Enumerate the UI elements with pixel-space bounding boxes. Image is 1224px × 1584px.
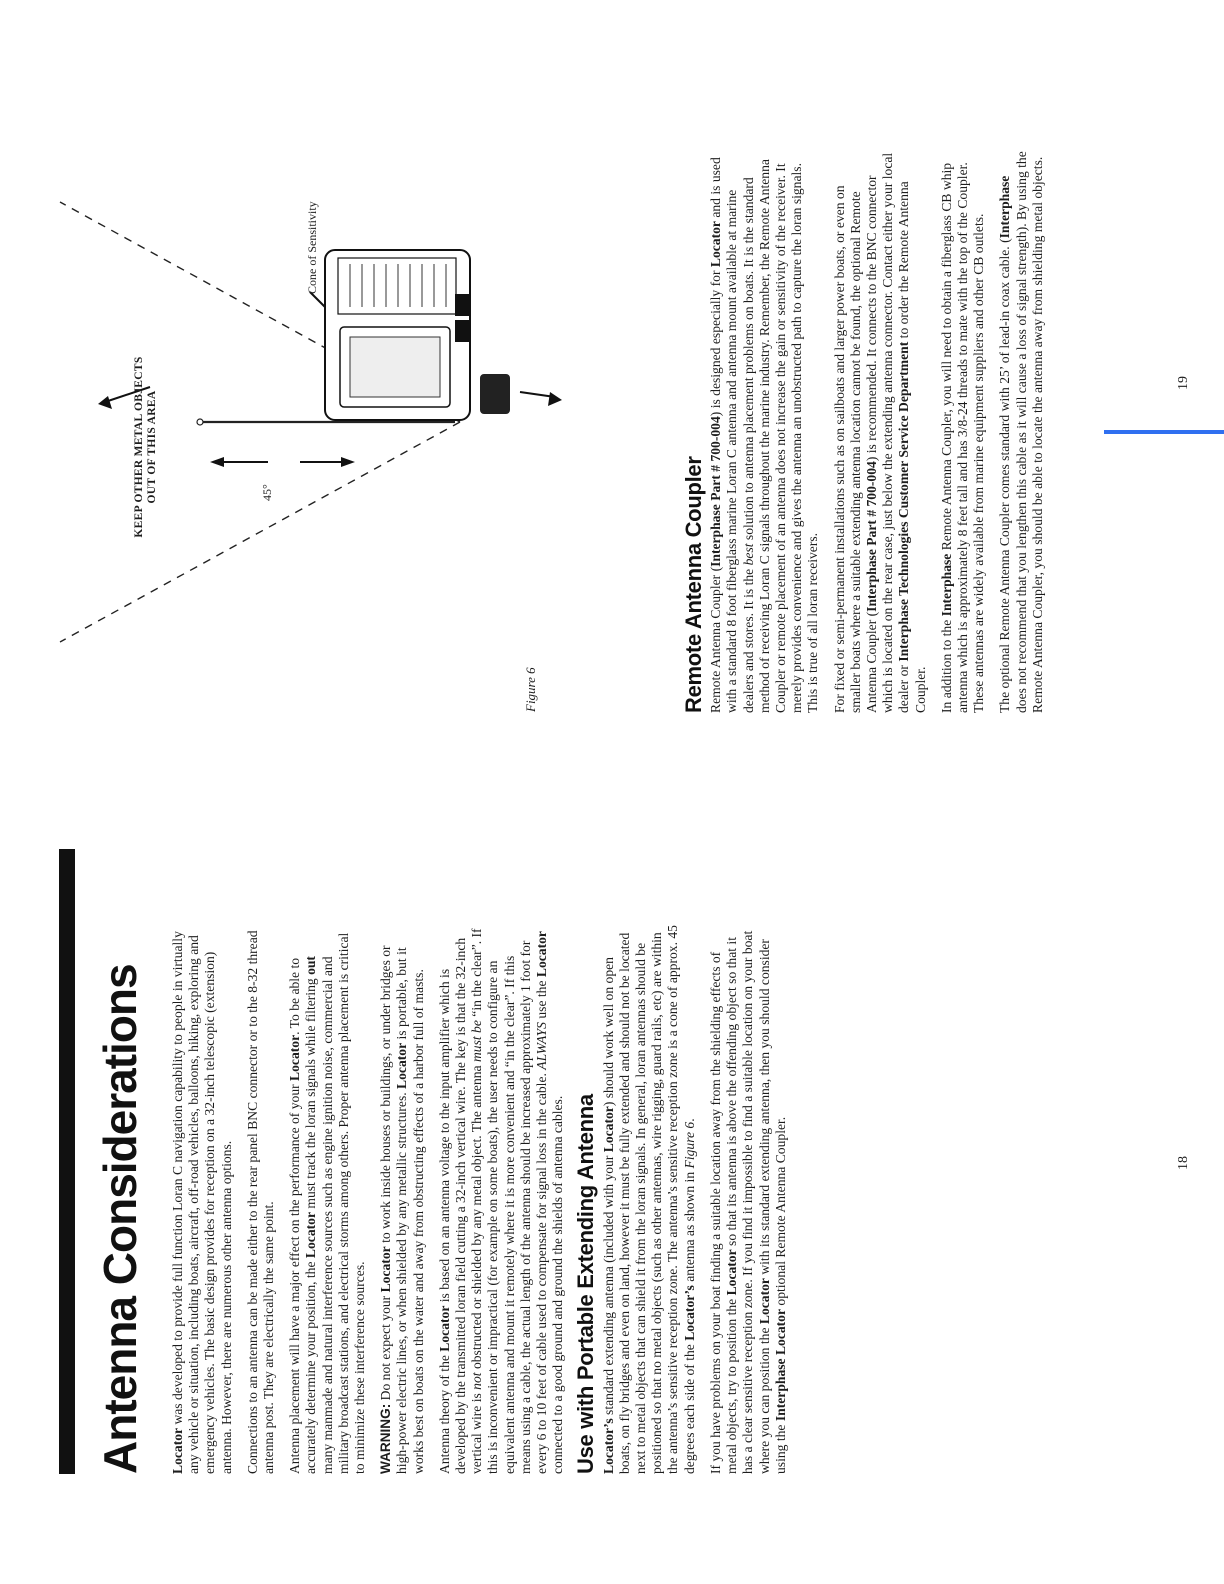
blue-margin-rule (1104, 430, 1224, 434)
right-column (674, 148, 1056, 713)
keep-arrowhead-left-icon (98, 396, 112, 409)
paragraph-intro: Locator was developed to provide full function Loran C navigation capability to people in virtually any vehicle or situation, including boats, aircraft, off-road vehicles, balloons, hiking, exploring and emergency vehicles. The basic design provides for reception on a 32-inch telescopic (extension) antenna. However, there are numerous other antenna options. (170, 931, 234, 1474)
antenna-tip (197, 419, 203, 425)
antenna-cone-diagram (0, 0, 660, 792)
section-bar (59, 849, 75, 1474)
page-number-left: 18 (1176, 1156, 1191, 1170)
page-title: Antenna Considerations (94, 964, 146, 1474)
warning-label: WARNING: (378, 1403, 394, 1474)
paragraph-connections: Connections to an antenna can be made either to the rear panel BNC connector or to the 8-32 thread antenna post. They are electrically the same point. (244, 930, 277, 1474)
arrowhead-up-icon (210, 457, 224, 467)
paragraph-cb-whip: In addition to the Interphase Remote Antenna Coupler, you will need to obtain a fiberglass CB whip antenna which is approximately 8 feet tall and has 3/8-24 threads to mate with the top of the Coupler. These antennas are widely available from marine equipment suppliers and other CB outlets. (938, 162, 987, 713)
angle-label: 45° (260, 484, 274, 501)
paragraph-placement: Antenna placement will have a major effect on the performance of your Locator. To be able to accurately determine your position, the Locator must track the loran signals while filtering out many manmade and natural interference sources such as engine ignition noise, commercial and military broadcast stations, and electrical storms among others. Proper antenna placement is critical to minimize these interference sources. (287, 932, 368, 1474)
paragraph-portable-antenna: Locator’s standard extending antenna (included with your Locator) should work well on open boats, on fly bridges and even on land, however it must be fully extended and should not be located next to metal objects that can shield it from the loran signals. In general, loran antennas should be positioned so that no metal objects (such as other antennas, wire rigging, guard rails, etc) are within the antenna’s sensitive reception zone. The antenna’s sensitive reception zone is a cone of approx. 45 degrees each side of the Locator’s antenna as shown in Figure 6. (600, 925, 697, 1474)
paragraph-fixed-installations: For fixed or semi-permanent installations such as on sailboats and larger power boats, or even on smaller boats where a suitable extending antenna location cannot be found, the optional Remote Antenna Coupler (Interphase Part # 700-004) is recommended. It connects to the BNC connector which is located on the rear case, just below the extending antenna connector. Contact either your local dealer or Interphase Technologies Customer Service Department to order the Remote Antenna Coupler. (831, 152, 928, 713)
paragraph-coupler-intro: Remote Antenna Coupler (Interphase Part # 700-004) is designed especially for Locator and is used with a standard 8 foot fiberglass marine Loran C antenna and antenna mount available at marine dealers and stores. It is the best solution to antenna placement problems on boats. It is the standard method of receiving Loran C signals throughout the marine industry. Remember, the Remote Antenna Coupler or remote placement of an antenna does not increase the gain or sensitivity of the receiver. It merely provides convenience and gives the antenna an unobstructed path to capture the loran signals. This is true of all loran receivers. (708, 157, 821, 713)
paragraph-coax-cable: The optional Remote Antenna Coupler comes standard with 25’ of lead-in coax cable. (Interphase does not recommend that you lengthen this cable as it will cause a loss of signal strength). By using the Remote Antenna Coupler, you should be able to locate the antenna away from shielding metal objects. (997, 151, 1045, 713)
keep-arrowhead-right-icon (548, 392, 562, 406)
left-page (0, 792, 1224, 1584)
paragraph-shielding: If you have problems on your boat finding a suitable location away from the shielding effects of metal objects, try to position the Locator so that its antenna is above the offending object so that it has a clear sensitive reception zone. If you find it impossible to find a suitable location on your boat where you can position the Locator with its standard extending antenna, then you should consider using the Interphase Locator optional Remote Antenna Coupler. (707, 930, 788, 1474)
cone-left-line (60, 422, 460, 642)
paragraph-antenna-theory: Antenna theory of the Locator is based on an antenna voltage to the input amplifier which is developed by the transmitted loran field cutting a 32-inch vertical wire. The key is that the 32-inch vertical wire is not obstructed or shielded by any metal object. The antenna must be “in the clear”. If this is inconvenient or impractical (for example on some boats), the user needs to configure an equivalent antenna and mount it remotely where it is more convenient and “in the clear”. If this means using a cable, the actual length of the antenna should be increased approximately 1 foot for every 6 to 10 feet of cable used to compensate for signal loss in the cable. ALWAYS use the Locator connected to a good ground and ground the shields of antenna cables. (436, 928, 566, 1474)
cone-label: Cone of Sensitivity (305, 201, 319, 294)
tuning-knob-icon (480, 374, 510, 414)
paragraph-warning: WARNING: Do not expect your Locator to work inside houses or buildings, or under bridges or high-power electric lines, or when shielded by any metallic structures. Locator is portable, but it works best on boats on the water and away from obstructing effects of a harbor full of masts. (378, 945, 426, 1474)
figure-caption: Figure 6 (523, 667, 538, 712)
keep-clear-label: KEEP OTHER METAL OBJECTS OUT OF THIS AREA (133, 356, 158, 538)
section-heading-remote-coupler: Remote Antenna Coupler (681, 456, 706, 713)
arrowhead-down-icon (341, 457, 355, 467)
left-column (170, 924, 799, 1474)
page-number-right: 19 (1176, 376, 1191, 390)
section-heading-portable: Use with Portable Extending Antenna (573, 1094, 599, 1474)
figure-6 (0, 0, 660, 792)
locator-device (325, 250, 510, 420)
